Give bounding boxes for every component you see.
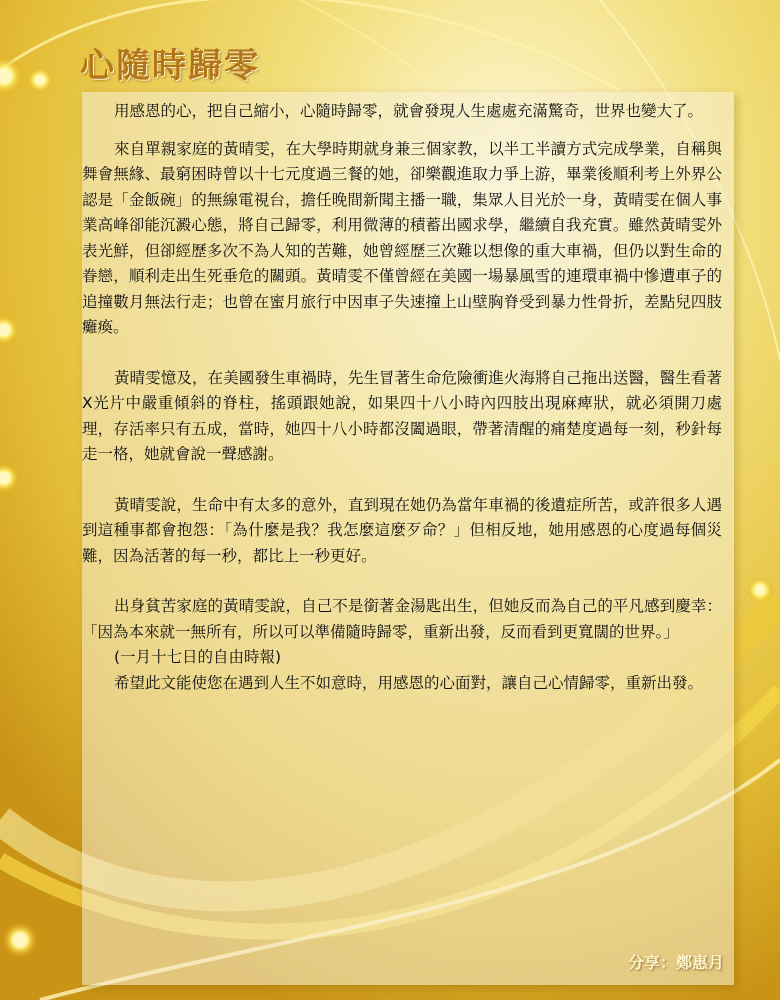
shared-by-signature: 分享：鄭惠月 — [627, 953, 724, 972]
source-citation: (一月十七日的自由時報) — [114, 648, 282, 666]
article-body — [82, 99, 722, 696]
article-paragraph: 用感恩的心，把自己縮小，心隨時歸零，就會發現人生處處充滿驚奇，世界也變大了。 — [114, 102, 704, 120]
article-paragraph: 黃晴雯憶及，在美國發生車禍時，先生冒著生命危險衝進火海將自己拖出送醫，醫生看著 X光片中嚴重傾斜的脊柱，搖頭跟她說，如果四十八小時內四肢出現麻痺狀，就必須開刀處理，存活率只有五成，當時，她四十八小時都沒闔過眼，帶著清醒的痛楚度過每一刻，秒針每走一格，她就會說一聲感謝。 — [82, 368, 722, 463]
article-paragraph: 來自單親家庭的黃晴雯，在大學時期就身兼三個家教，以半工半讀方式完成學業，自稱與舞會無緣、最窮困時曾以十七元度過三餐的她，卻樂觀進取力爭上游，畢業後順利考上外界公認是「金飯碗」的無線電視台，擔任晚間新聞主播一職，集眾人目光於一身，黃晴雯在個人事業高峰卻能沉澱心態，將自己歸零，利用微薄的積蓄出國求學，繼續自我充實。雖然黃晴雯外表光鮮，但卻經歷多次不為人知的苦難，她曾經歷三次難以想像的重大車禍，但仍以對生命的眷戀，順利走出生死垂危的關頭。黃晴雯不僅曾經在美國一場暴風雪的連環車禍中慘遭車子的追撞數月無法行走；也曾在蜜月旅行中因車子失速撞上山壁胸脊受到暴力性骨折，差點兒四肢癱瘓。 — [82, 139, 722, 336]
article-paragraph: 黃晴雯說，生命中有太多的意外，直到現在她仍為當年車禍的後遺症所苦，或許很多人遇到這種事都會抱怨：「為什麼是我？我怎麼這麼歹命？」但相反地，她用感恩的心度過每個災難，因為活著的每一秒，都比上一秒更好。 — [82, 495, 722, 565]
page-title: 心隨時歸零 — [80, 46, 260, 86]
article-paragraph: 出身貧苦家庭的黃晴雯說，自己不是銜著金湯匙出生，但她反而為自己的平凡感到慶幸：「因為本來就一無所有，所以可以準備隨時歸零，重新出發，反而看到更寬闊的世界。」 — [82, 597, 722, 641]
closing-paragraph: 希望此文能使您在遇到人生不如意時，用感恩的心面對，讓自己心情歸零，重新出發。 — [114, 673, 704, 692]
